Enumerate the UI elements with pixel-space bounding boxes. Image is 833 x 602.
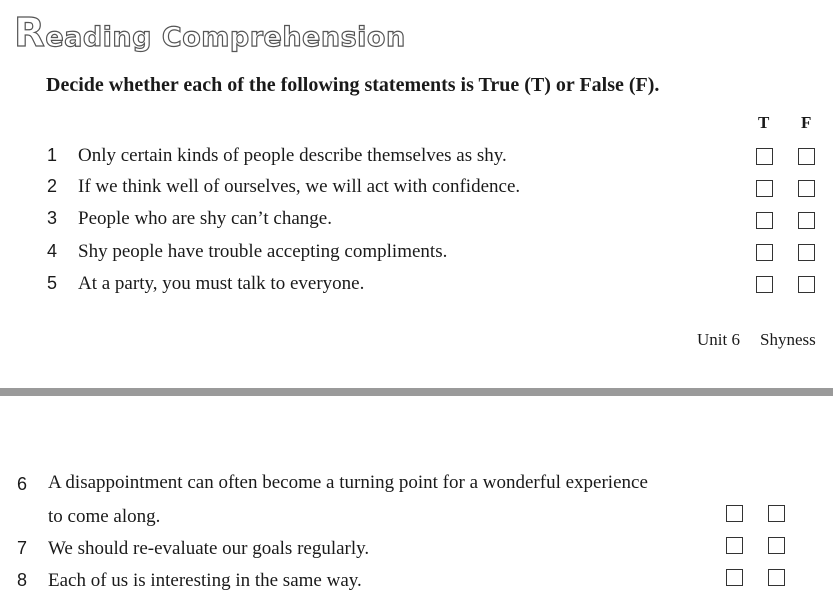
false-checkbox[interactable] <box>798 244 815 261</box>
statement-text: People who are shy can’t change. <box>78 208 332 229</box>
statement-text: Each of us is interesting in the same way. <box>48 570 362 591</box>
footer-topic: Shyness <box>760 330 816 349</box>
false-checkbox[interactable] <box>798 212 815 229</box>
statement-number: 5 <box>47 273 58 293</box>
page-title <box>14 10 406 56</box>
footer-unit: Unit 6 <box>697 330 740 349</box>
false-checkbox[interactable] <box>798 148 815 165</box>
false-checkbox[interactable] <box>798 276 815 293</box>
statement-text: A disappointment can often become a turning point for a wonderful experience <box>48 472 648 493</box>
page-divider <box>0 388 833 396</box>
true-checkbox[interactable] <box>726 537 743 554</box>
true-checkbox[interactable] <box>756 180 773 197</box>
statement-text: Shy people have trouble accepting compliments. <box>78 241 448 262</box>
statement-text: Only certain kinds of people describe themselves as shy. <box>78 145 507 166</box>
false-checkbox[interactable] <box>768 537 785 554</box>
statement-text: If we think well of ourselves, we will act with confidence. <box>78 176 521 197</box>
true-checkbox[interactable] <box>756 276 773 293</box>
statement-number: 2 <box>47 176 58 196</box>
true-checkbox[interactable] <box>756 148 773 165</box>
column-true-header: T <box>758 113 770 132</box>
instructions: Decide whether each of the following statements is True (T) or False (F). <box>46 74 660 96</box>
false-checkbox[interactable] <box>768 505 785 522</box>
statement-number: 4 <box>47 241 58 261</box>
statement-number: 1 <box>47 145 58 165</box>
true-checkbox[interactable] <box>726 505 743 522</box>
statement-text: We should re-evaluate our goals regularly. <box>48 538 370 559</box>
column-false-header: F <box>801 113 812 132</box>
title-first-letter: R <box>14 10 46 56</box>
statement-text-continued: to come along. <box>48 506 161 527</box>
statement-number: 7 <box>17 538 28 558</box>
true-checkbox[interactable] <box>756 212 773 229</box>
statement-number: 6 <box>17 474 28 494</box>
title-rest: eading Comprehension <box>45 22 406 53</box>
false-checkbox[interactable] <box>798 180 815 197</box>
true-checkbox[interactable] <box>726 569 743 586</box>
statement-number: 3 <box>47 208 58 228</box>
statement-text: At a party, you must talk to everyone. <box>78 273 365 294</box>
false-checkbox[interactable] <box>768 569 785 586</box>
true-checkbox[interactable] <box>756 244 773 261</box>
statement-number: 8 <box>17 570 28 590</box>
